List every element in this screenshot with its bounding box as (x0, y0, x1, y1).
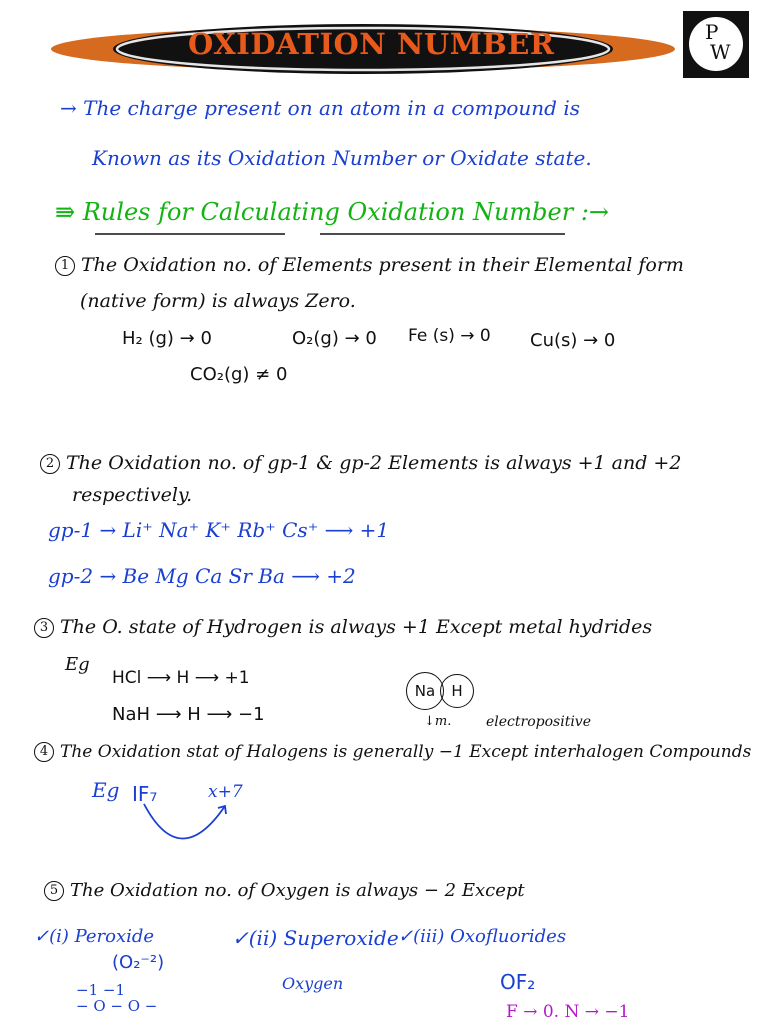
rule-5-peroxide: ✓(i) Peroxide (34, 926, 155, 947)
rule-5-oxygen-note: Oxygen (282, 974, 344, 993)
rule-4-curved-arrow (130, 800, 240, 852)
rule-3-number: 3 (34, 618, 54, 638)
rule-3-note-electropositive: electropositive (486, 714, 591, 730)
rule-1-example-o2: O₂(g) → 0 (292, 328, 377, 349)
rule-5-oxofluorides: ✓(iii) Oxofluorides (398, 926, 567, 947)
rule-2-number: 2 (40, 454, 60, 474)
rule-1-example-cu: Cu(s) → 0 (530, 330, 616, 351)
intro-line-1: → The charge present on an atom in a compound is (60, 96, 580, 120)
rule-4-line-1: 4 The Oxidation stat of Halogens is generally −1 Except interhalogen Compounds (34, 740, 751, 762)
rule-5-superoxide: ✓(ii) Superoxide (232, 926, 399, 950)
rule-5-of2: OF₂ (500, 970, 536, 994)
rules-heading: ⇛ Rules for Calculating Oxidation Number :→ (55, 198, 610, 226)
rule-4-number: 4 (34, 742, 54, 762)
rule-3-eg: Eg (65, 654, 90, 675)
rule-3-example-nah: NaH ⟶ H ⟶ −1 (112, 704, 265, 725)
rule-1-line-2: (native form) is always Zero. (80, 290, 356, 312)
rule-4-compound: IF₇ (132, 782, 158, 806)
rule-5-line-1: 5 The Oxidation no. of Oxygen is always − 2 Except (44, 880, 525, 901)
page-title: OXIDATION NUMBER (188, 27, 555, 61)
rule-1-number: 1 (55, 256, 75, 276)
rule-3-note-m: ↓m. (424, 714, 452, 729)
rule-1-example-fe: Fe (s) → 0 (408, 326, 491, 346)
rule-4-eg: Eg (92, 778, 120, 802)
rule-1-line-1: 1 The Oxidation no. of Elements present in their Elemental form (55, 254, 684, 276)
rule-5-peroxide-ion: (O₂⁻²) (112, 952, 165, 973)
rule-4-value: x+7 (208, 782, 243, 802)
intro-line-2: Known as its Oxidation Number or Oxidate state. (92, 146, 592, 170)
na-circle: Na (406, 672, 444, 710)
rule-1-example-h2: H₂ (g) → 0 (122, 328, 212, 349)
rule-5-number: 5 (44, 881, 64, 901)
rule-5-peroxide-structure: −1 −1 − O − O − (76, 981, 158, 1015)
rule-2-line-2: respectively. (72, 484, 193, 506)
h-circle: H (440, 674, 474, 708)
rules-underline (95, 230, 575, 238)
rule-2-group-1: gp-1 → Li⁺ Na⁺ K⁺ Rb⁺ Cs⁺ ⟶ +1 (48, 518, 390, 542)
rule-3-line-1: 3 The O. state of Hydrogen is always +1 Except metal hydrides (34, 616, 652, 638)
rule-1-exception-co2: CO₂(g) ≠ 0 (190, 364, 288, 385)
rule-3-example-hcl: HCl ⟶ H ⟶ +1 (112, 668, 250, 688)
rule-5-f-line: F → 0. N → −1 (506, 1002, 630, 1022)
rule-2-group-2: gp-2 → Be Mg Ca Sr Ba ⟶ +2 (48, 564, 356, 588)
pw-logo: P W (683, 11, 749, 78)
rule-2-line-1: 2 The Oxidation no. of gp-1 & gp-2 Elements is always +1 and +2 (40, 452, 681, 474)
